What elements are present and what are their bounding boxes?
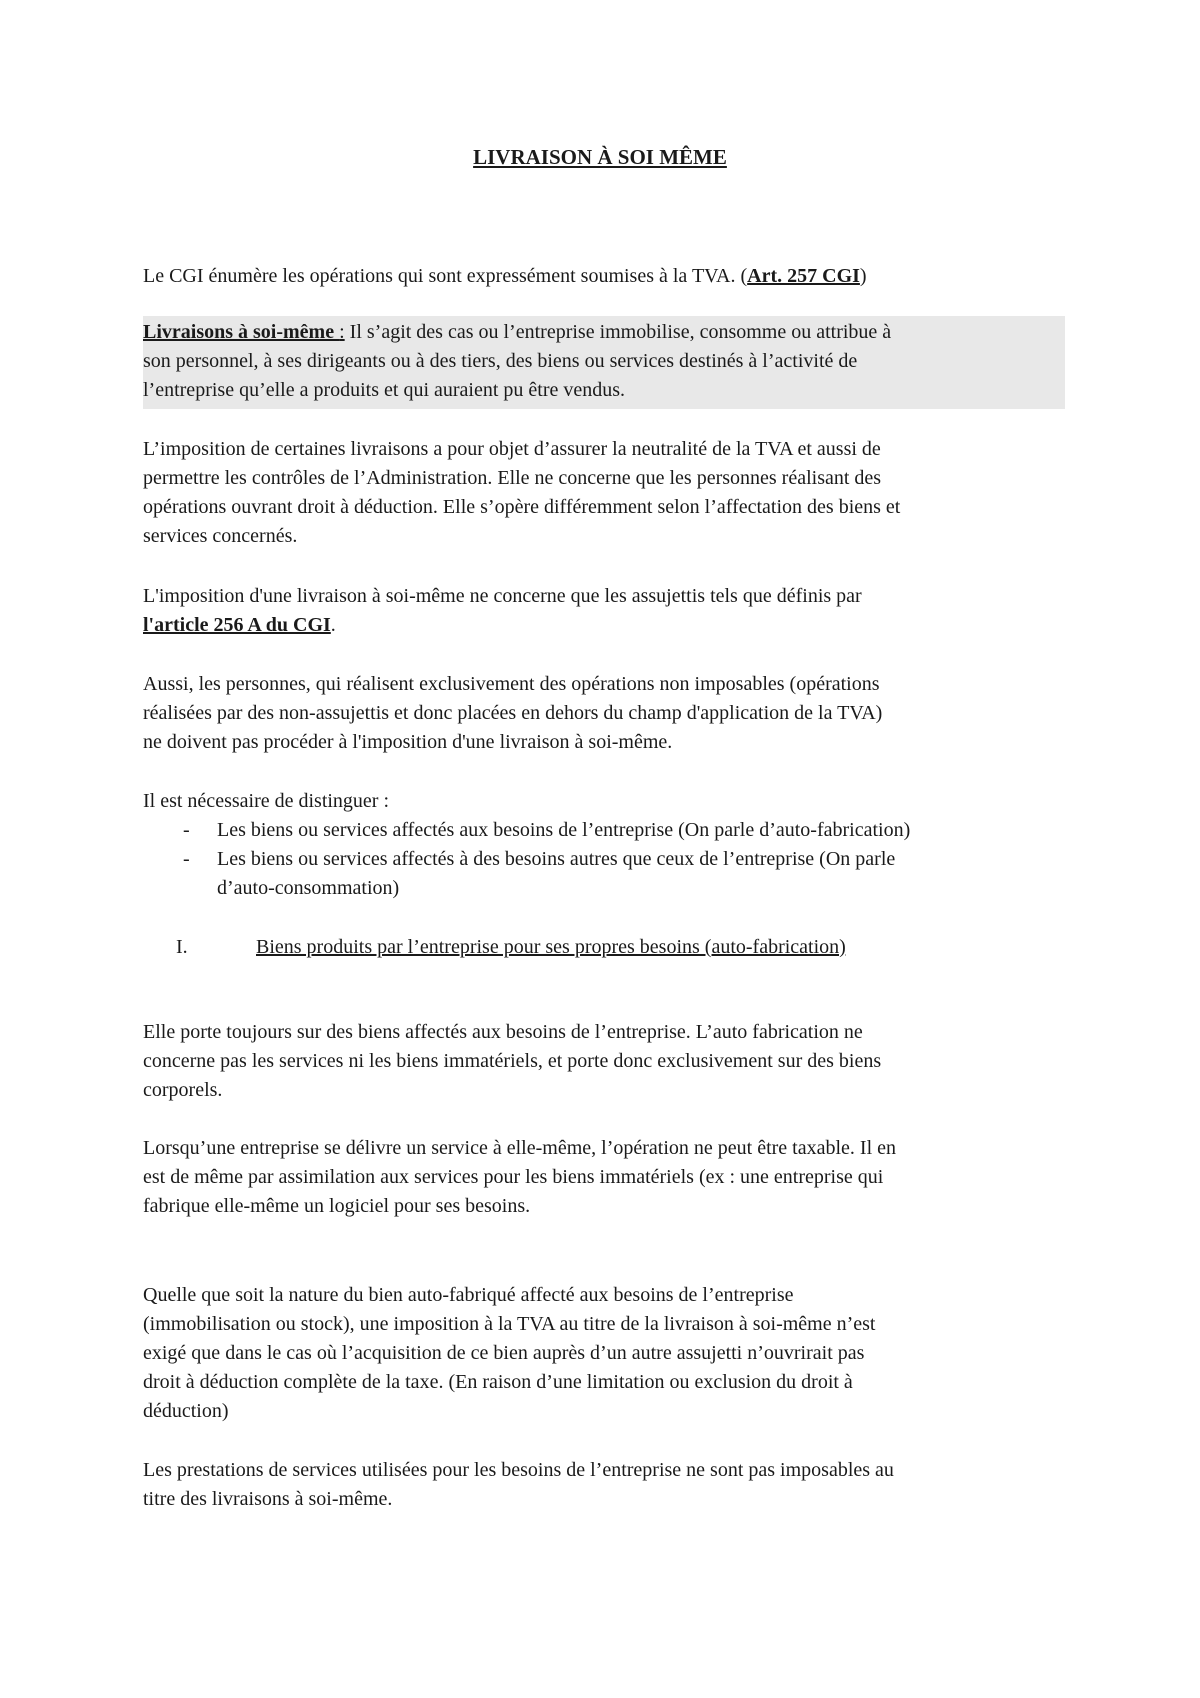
- paragraph-line: titre des livraisons à soi-même.: [143, 1488, 393, 1510]
- paragraph-non-imposables: [143, 670, 1063, 757]
- paragraph-line: fabrique elle-même un logiciel pour ses besoins.: [143, 1195, 531, 1217]
- paragraph-line: Les prestations de services utilisées pour les besoins de l’entreprise ne sont pas imposables au: [143, 1459, 894, 1481]
- paragraph-assujettis: [143, 582, 1063, 640]
- paragraph-line: réalisées par des non-assujettis et donc placées en dehors du champ d'application de la TVA): [143, 702, 883, 724]
- intro-paragraph: [143, 262, 1063, 291]
- intro-text: Le CGI énumère les opérations qui sont expressément soumises à la TVA. (: [143, 265, 748, 287]
- paragraph-line: Lorsqu’une entreprise se délivre un service à elle-même, l’opération ne peut être taxable. Il en: [143, 1137, 896, 1159]
- definition-line-1: Il s’agit des cas ou l’entreprise immobilise, consomme ou attribue à: [344, 321, 892, 343]
- article-256a-reference: l'article 256 A du CGI: [143, 614, 331, 636]
- paragraph-auto-fabrication: [143, 1018, 1063, 1105]
- list-item-text: Les biens ou services affectés aux besoins de l’entreprise (On parle d’auto-fabrication): [217, 819, 911, 841]
- paragraph-line: Aussi, les personnes, qui réalisent exclusivement des opérations non imposables (opérations: [143, 673, 880, 695]
- paragraph-end: .: [330, 614, 336, 636]
- paragraph-line: services concernés.: [143, 525, 298, 547]
- distinguish-section: [143, 787, 1063, 903]
- paragraph-line: permettre les contrôles de l’Administration. Elle ne concerne que les personnes réalisant des: [143, 467, 882, 489]
- paragraph-line: exigé que dans le cas où l’acquisition de ce bien auprès d’un autre assujetti n’ouvrirait pas: [143, 1342, 865, 1364]
- paragraph-line: Quelle que soit la nature du bien auto-fabriqué affecté aux besoins de l’entreprise: [143, 1284, 794, 1306]
- distinguish-lead: Il est nécessaire de distinguer :: [143, 790, 390, 812]
- list-item-text: d’auto-consommation): [217, 877, 400, 899]
- paragraph-line: ne doivent pas procéder à l'imposition d'une livraison à soi-même.: [143, 731, 673, 753]
- definition-line-2: son personnel, à ses dirigeants ou à des tiers, des biens ou services destinés à l’activité de: [143, 350, 858, 372]
- paragraph-neutrality: [143, 435, 1063, 551]
- paragraph-line: droit à déduction complète de la taxe. (En raison d’une limitation ou exclusion du droit à: [143, 1371, 853, 1393]
- list-item: [143, 845, 1063, 874]
- paragraph-line: Elle porte toujours sur des biens affectés aux besoins de l’entreprise. L’auto fabrication ne: [143, 1021, 863, 1043]
- paragraph-imposition: [143, 1281, 1063, 1426]
- section-title: Biens produits par l’entreprise pour ses propres besoins (auto-fabrication): [256, 936, 846, 958]
- definition-line-3: l’entreprise qu’elle a produits et qui auraient pu être vendus.: [143, 379, 626, 401]
- dash-bullet: -: [183, 848, 190, 870]
- paragraph-prestations: [143, 1456, 1063, 1514]
- definition-term: Livraisons à soi-même: [143, 321, 340, 343]
- paragraph-line: corporels.: [143, 1079, 223, 1101]
- paragraph-line: opérations ouvrant droit à déduction. Elle s’opère différemment selon l’affectation des biens et: [143, 496, 901, 518]
- paragraph-services: [143, 1134, 1063, 1221]
- paragraph-line: est de même par assimilation aux services pour les biens immatériels (ex : une entreprise qui: [143, 1166, 884, 1188]
- page-title: LIVRAISON À SOI MÊME: [473, 145, 727, 169]
- list-item: [143, 816, 1063, 845]
- dash-bullet: -: [183, 819, 190, 841]
- intro-close: ): [859, 265, 867, 287]
- paragraph-line: déduction): [143, 1400, 229, 1422]
- definition-colon: :: [339, 321, 345, 343]
- paragraph-line: concerne pas les services ni les biens immatériels, et porte donc exclusivement sur des biens: [143, 1050, 882, 1072]
- article-257-reference: Art. 257 CGI: [747, 265, 860, 287]
- paragraph-line: L’imposition de certaines livraisons a pour objet d’assurer la neutralité de la TVA et aussi de: [143, 438, 881, 460]
- list-item-continuation: [143, 874, 1063, 903]
- list-item-text: Les biens ou services affectés à des besoins autres que ceux de l’entreprise (On parle: [217, 848, 896, 870]
- definition-paragraph: [143, 318, 1063, 405]
- paragraph-line: (immobilisation ou stock), une imposition à la TVA au titre de la livraison à soi-même n’est: [143, 1313, 876, 1335]
- section-number: I.: [176, 936, 188, 958]
- paragraph-line: L'imposition d'une livraison à soi-même ne concerne que les assujettis tels que définis par: [143, 585, 862, 607]
